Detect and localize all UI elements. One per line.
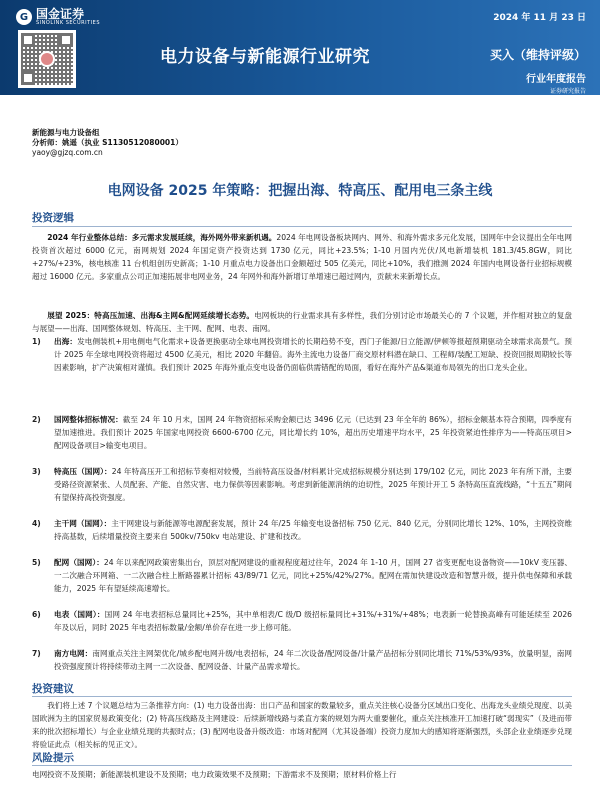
rating-badge: 买入（维持评级）: [489, 48, 586, 62]
list-item-text: 主干网建设与新能源等电源配套发展，预计 24 年/25 年输变电设备招标 750 亿元、840 亿元，分别同比增长 12%、10%，主网投资维持高基数，后续增量投资主要来自 500kv/750kv 电站建设、扩建和技改。: [54, 519, 572, 541]
outlook-body: 电网板块的行业需求具有多样性，我们分别讨论市场最关心的 7 个议题，并作相对独立的复盘与展望——出海、国网整体规划、特高压、主干网、配网、电表、南网。: [32, 311, 572, 333]
advice-paragraph: 我们将上述 7 个议题总结为三条推荐方向：(1) 电力设备出海：出口产品和国家的数量较多，重点关注核心设备分区域出口变化、出海龙头业绩兑现度、以美国欧洲为主的国家贸易政策变化；(2) 特高压线路及主网建设：后续新增线路与柔直方案的规划为两大重要催化，重点关注核准开工加速打破“弱现实”（及进而带来的批次招标增长）与企业业绩兑现的共振时点；(3) 配网电设备升级改造：市场对配网（尤其设备端）投资力度加大的感知将逐渐强烈，头部企业业绩逐步兑现将验证此点（相关标的见正文）。: [32, 701, 572, 749]
list-item-head: 主干网（国网）：: [54, 519, 112, 528]
list-item: [32, 335, 572, 374]
summary-body: 2024 年电网设备板块网内、网外、和海外需求多元化发展，国网年中会议提出全年电网投资首次超过 6000 亿元，南网规划 2024 年国定资产投资达到 1730 亿元，同比+23.5%；1-10 月国内光伏/风电新增装机 181.3/45.8GW，同比+27%/+23%，核电核准 11 台机组创历史新高；1-10 月重点电力设备出口金额超过 505 亿美元，同比+10%，我们推测 2024 年国内电网设备行业招标规模超过 16000 亿元。多家重点公司正加速拓展非电网业务，24 年网外和海外新增订单增速已超过网内，贡献未来新增长点。: [32, 233, 572, 281]
list-item-head: 出海：: [54, 337, 78, 346]
author-block: [32, 128, 183, 158]
report-header: [0, 0, 600, 95]
author-email: yaoy@gjzq.com.cn: [32, 148, 103, 157]
list-item-number: 3): [32, 467, 41, 476]
department-label: 证券研究报告: [549, 88, 586, 95]
list-item-text: 24 年以来配网政策密集出台，顶层对配网建设的重视程度超过往年，2024 年 1-10 月，国网 27 省变更配电设备物资——10kV 变压器、一二次融合环网箱、一二次融合柱上断路器累计招标 43/89/71 亿元，同比+25%/42%/27%。配网在需加快建设改造和智慧升级，提升供电保障和承载能力，2025 年有望延续高速增长。: [54, 558, 572, 593]
qr-logo-icon: [39, 51, 55, 67]
qr-code-icon: [18, 30, 76, 88]
list-item: [32, 465, 572, 504]
list-item: [32, 608, 572, 634]
list-item-head: 特高压（国网）：: [54, 467, 112, 476]
report-category-title: 电力设备与新能源行业研究: [160, 47, 370, 67]
list-item-head: 南方电网：: [54, 649, 93, 658]
outlook-paragraph: [32, 309, 572, 335]
author-group: 新能源与电力设备组: [32, 128, 100, 137]
list-item-number: 7): [32, 649, 41, 658]
list-item-number: 5): [32, 558, 41, 567]
author-analyst: 分析师：姚遥（执业 S1130512080001）: [32, 138, 183, 147]
list-item-head: 配网（国网）：: [54, 558, 104, 567]
list-item-number: 4): [32, 519, 41, 528]
risk-paragraph: 电网投资不及预期；新能源装机建设不及预期；电力政策效果不及预期；下游需求不及预期；原材料价格上行: [32, 770, 397, 779]
section-divider: [32, 765, 572, 766]
page-title: 电网设备 2025 年策略：把握出海、特高压、配用电三条主线: [107, 183, 493, 199]
section-divider: [32, 696, 572, 697]
logo-text: 国金证券: [36, 7, 85, 21]
list-item-text: 南网重点关注主网架优化/城乡配电网升级/电表招标，24 年二次设备/配网设备/计量产品招标分别同比增长 71%/53%/93%，放量明显，南网投资强度预计将持续带动主网一二次设备、配网设备、计量产品需求增长。: [54, 649, 572, 671]
list-item-number: 2): [32, 415, 41, 424]
summary-lead: 2024 年行业整体总结：多元需求发展延续，海外网外带来新机遇。: [47, 233, 277, 242]
logo-icon: G: [16, 9, 32, 25]
list-item: [32, 647, 572, 673]
outlook-lead: 展望 2025：特高压加速、出海&主网&配网延续增长态势。: [47, 311, 255, 320]
list-item: [32, 517, 572, 543]
report-type: 行业年度报告: [526, 74, 586, 85]
list-item-number: 6): [32, 610, 41, 619]
report-date: 2024 年 11 月 23 日: [493, 13, 586, 23]
list-item-head: 电表（国网）：: [54, 610, 105, 619]
section-heading-risk: 风险提示: [32, 752, 74, 764]
broker-logo: [16, 8, 100, 26]
list-item-text: 24 年特高压开工和招标节奏相对较慢，当前特高压设备/材料累计完成招标规模分别达到 179/102 亿元，同比 2023 年有所下滑，主要受路径资源紧张、人员配套、产能、自然灾害、电力保供等因素影响。考虑到新能源消纳的迫切性，2025 年预计开工 5 条特高压直流线路，“十五五”期间有望保持高投资强度。: [54, 467, 572, 502]
logo-en-text: SINOLINK SECURITIES: [36, 20, 100, 26]
section-heading-logic: 投资逻辑: [32, 212, 74, 224]
list-item-text: 国网 24 年电表招标总量同比+25%，其中单相表/C 级/D 级招标量同比+31%/+31%/+48%；电表新一轮替换高峰有可能延续至 2026 年及以后，同时 2025 年电表招标数量/金额/单价存在进一步上修可能。: [54, 610, 572, 632]
section-heading-advice: 投资建议: [32, 683, 74, 695]
list-item: [32, 556, 572, 595]
section-divider: [32, 226, 572, 227]
list-item-text: 发电侧装机+用电侧电气化需求+设备更换驱动全球电网投资增长的长期趋势不变，西门子能源/日立能源/伊顿等报超预期驱动全球需求高景气。预计 2025 年全球电网投资将超过 4500 亿美元，相比 2020 年翻倍。海外主流电力设备厂商交原材料潜在缺口、工程师/装配工短缺、投资回报周期较长等因素影响，扩产决策相对谨慎。我们预计 2025 年海外重点变电设备仍面临供需错配的局面，看好在海外产品&渠道布局领先的出口龙头企业。: [54, 337, 572, 372]
list-item-text: 截至 24 年 10 月末，国网 24 年物资招标采购金额已达 3496 亿元（已达到 23 年全年的 86%），招标金额基本符合预期，四季度有望加速推进。我们预计 2025 年国家电网投资 6600-6700 亿元，同比增长约 10%，超出历史增速平均水平，25 年投资紧迫性排序为——特高压项目>配网设备项目>输变电项目。: [54, 415, 572, 450]
list-item: [32, 413, 572, 452]
summary-paragraph: [32, 231, 572, 283]
list-item-number: 1): [32, 337, 41, 346]
list-item-head: 国网整体招标情况：: [54, 415, 123, 424]
